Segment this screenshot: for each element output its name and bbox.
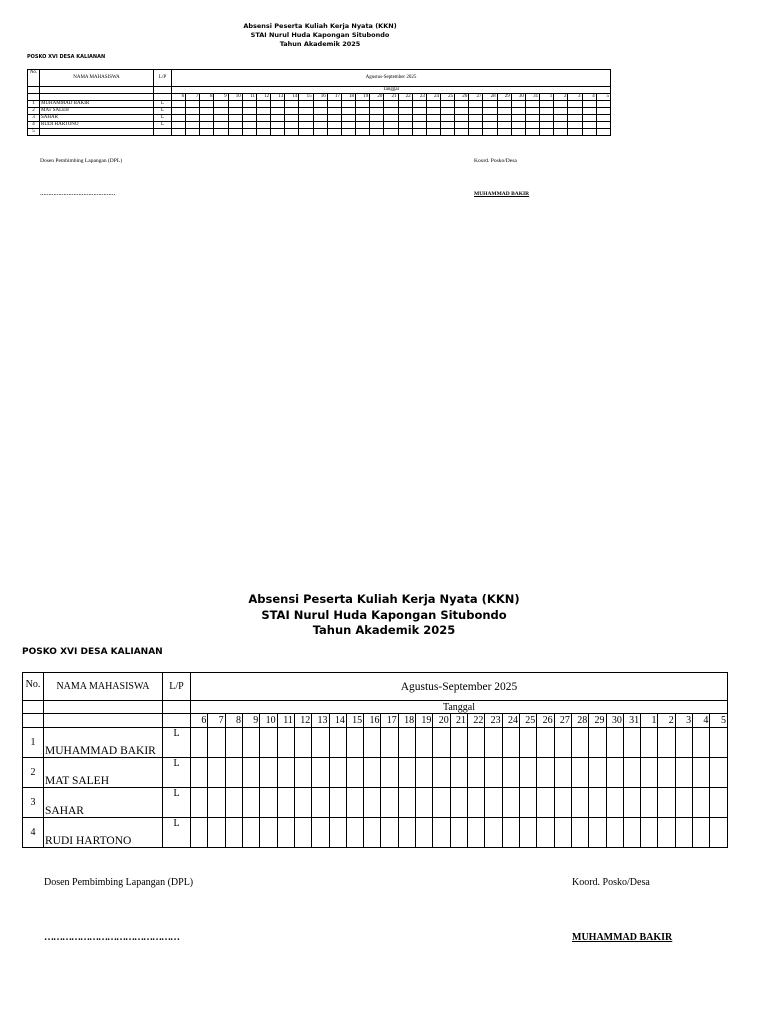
koord-label: Koord. Posko/Desa [474, 158, 517, 164]
row-lp: L [163, 758, 191, 788]
date-row [28, 94, 611, 101]
col-name-header: NAMA MAHASISWA [40, 70, 154, 87]
date-cell: 4 [693, 714, 710, 728]
date-cell: 31 [623, 714, 640, 728]
table-row [23, 758, 728, 788]
date-cell: 19 [416, 714, 433, 728]
posko-label: POSKO XVI DESA KALIANAN [27, 54, 106, 60]
table-row [28, 108, 611, 115]
date-cell: 10 [260, 714, 277, 728]
table-row [23, 818, 728, 848]
date-cell: 13 [271, 94, 285, 101]
row-lp: L [154, 122, 172, 129]
period-header: Agustus-September 2025 [172, 70, 611, 87]
date-cell: 4 [582, 94, 596, 101]
row-no: 2 [23, 758, 44, 788]
date-cell: 2 [554, 94, 568, 101]
date-cell: 9 [214, 94, 228, 101]
row-lp: L [154, 108, 172, 115]
row-lp: L [163, 728, 191, 758]
row-no: 1 [23, 728, 44, 758]
date-cell: 22 [398, 94, 412, 101]
date-cell: 1 [641, 714, 658, 728]
date-cell: 8 [225, 714, 242, 728]
date-cell: 16 [364, 714, 381, 728]
table-row [28, 129, 611, 136]
row-lp: L [163, 788, 191, 818]
row-no: 4 [23, 818, 44, 848]
date-cell: 24 [502, 714, 519, 728]
title-line-2: STAI Nurul Huda Kapongan Situbondo [261, 607, 507, 622]
row-no: 5 [28, 129, 40, 136]
date-cell: 13 [312, 714, 329, 728]
date-cell: 27 [554, 714, 571, 728]
col-no-header: No. [23, 673, 44, 701]
row-no: 3 [28, 115, 40, 122]
row-name: SAHAR [44, 788, 163, 818]
date-cell: 30 [606, 714, 623, 728]
date-cell: 14 [329, 714, 346, 728]
koord-name: MUHAMMAD BAKIR [474, 191, 530, 197]
col-name-header: NAMA MAHASISWA [44, 673, 163, 701]
date-cell: 14 [285, 94, 299, 101]
date-cell: 15 [299, 94, 313, 101]
title-line-2: STAI Nurul Huda Kapongan Situbondo [250, 31, 390, 39]
attendance-table [27, 69, 611, 136]
date-cell: 12 [294, 714, 311, 728]
date-cell: 3 [675, 714, 692, 728]
date-cell: 31 [525, 94, 539, 101]
sheet-title [184, 592, 584, 639]
koord-label: Koord. Posko/Desa [572, 877, 650, 888]
date-cell: 8 [200, 94, 214, 101]
title-line-1: Absensi Peserta Kuliah Kerja Nyata (KKN) [243, 22, 397, 30]
date-cell: 11 [242, 94, 256, 101]
row-no: 3 [23, 788, 44, 818]
date-cell: 7 [186, 94, 200, 101]
table-row [28, 122, 611, 129]
row-name: MUHAMMAD BAKIR [40, 101, 154, 108]
date-cell: 9 [242, 714, 259, 728]
dpl-label: Dosen Pembimbing Lapangan (DPL) [40, 158, 123, 164]
title-line-3: Tahun Akademik 2025 [312, 623, 456, 637]
col-no-header: No. [28, 70, 40, 87]
date-cell: 27 [469, 94, 483, 101]
date-cell: 30 [511, 94, 525, 101]
date-cell: 28 [571, 714, 588, 728]
date-cell: 15 [346, 714, 363, 728]
date-cell: 21 [450, 714, 467, 728]
date-cell: 6 [172, 94, 186, 101]
date-cell: 18 [398, 714, 415, 728]
row-lp: L [154, 115, 172, 122]
row-name: RUDI HARTONO [40, 122, 154, 129]
date-cell: 26 [537, 714, 554, 728]
date-row [23, 714, 728, 728]
date-cell: 7 [208, 714, 225, 728]
date-cell: 20 [433, 714, 450, 728]
table-row [23, 788, 728, 818]
date-cell: 11 [277, 714, 294, 728]
posko-label: POSKO XVI DESA KALIANAN [22, 647, 163, 657]
date-label: Tanggal [191, 701, 728, 714]
date-cell: 18 [341, 94, 355, 101]
date-cell: 20 [370, 94, 384, 101]
row-name: RUDI HARTONO [44, 818, 163, 848]
table-row [28, 115, 611, 122]
title-line-3: Tahun Akademik 2025 [279, 40, 361, 48]
date-cell: 21 [384, 94, 398, 101]
col-lp-header: L/P [154, 70, 172, 87]
period-header: Agustus-September 2025 [191, 673, 728, 701]
row-name: SAHAR [40, 115, 154, 122]
date-cell: 19 [356, 94, 370, 101]
row-no: 4 [28, 122, 40, 129]
koord-name: MUHAMMAD BAKIR [572, 932, 673, 943]
date-cell: 2 [658, 714, 675, 728]
table-row [28, 101, 611, 108]
date-cell: 10 [228, 94, 242, 101]
date-cell: 17 [327, 94, 341, 101]
date-cell: 29 [497, 94, 511, 101]
date-cell: 12 [256, 94, 270, 101]
dpl-signature-blank: ……………………………………… [40, 191, 115, 197]
sheet-title [170, 22, 470, 49]
date-cell: 1 [540, 94, 554, 101]
attendance-table [22, 672, 728, 848]
row-name: MUHAMMAD BAKIR [44, 728, 163, 758]
date-cell: 29 [589, 714, 606, 728]
row-lp: L [154, 101, 172, 108]
date-cell: 23 [485, 714, 502, 728]
date-cell: 5 [596, 94, 610, 101]
col-lp-header: L/P [163, 673, 191, 701]
date-cell: 17 [381, 714, 398, 728]
dpl-signature-blank: ……………………………………… [44, 932, 179, 943]
date-cell: 25 [440, 94, 454, 101]
date-cell: 26 [455, 94, 469, 101]
date-cell: 24 [426, 94, 440, 101]
row-no: 2 [28, 108, 40, 115]
date-cell: 6 [191, 714, 208, 728]
date-cell: 3 [568, 94, 582, 101]
row-lp: L [163, 818, 191, 848]
row-no: 1 [28, 101, 40, 108]
table-row [23, 728, 728, 758]
date-label: Tanggal [172, 87, 611, 94]
date-cell: 16 [313, 94, 327, 101]
date-cell: 25 [519, 714, 536, 728]
row-name: MAT SALEH [40, 108, 154, 115]
row-name: MAT SALEH [44, 758, 163, 788]
dpl-label: Dosen Pembimbing Lapangan (DPL) [44, 877, 194, 888]
date-cell: 28 [483, 94, 497, 101]
date-cell: 5 [710, 714, 728, 728]
date-cell: 22 [468, 714, 485, 728]
date-cell: 23 [412, 94, 426, 101]
title-line-1: Absensi Peserta Kuliah Kerja Nyata (KKN) [248, 592, 520, 606]
